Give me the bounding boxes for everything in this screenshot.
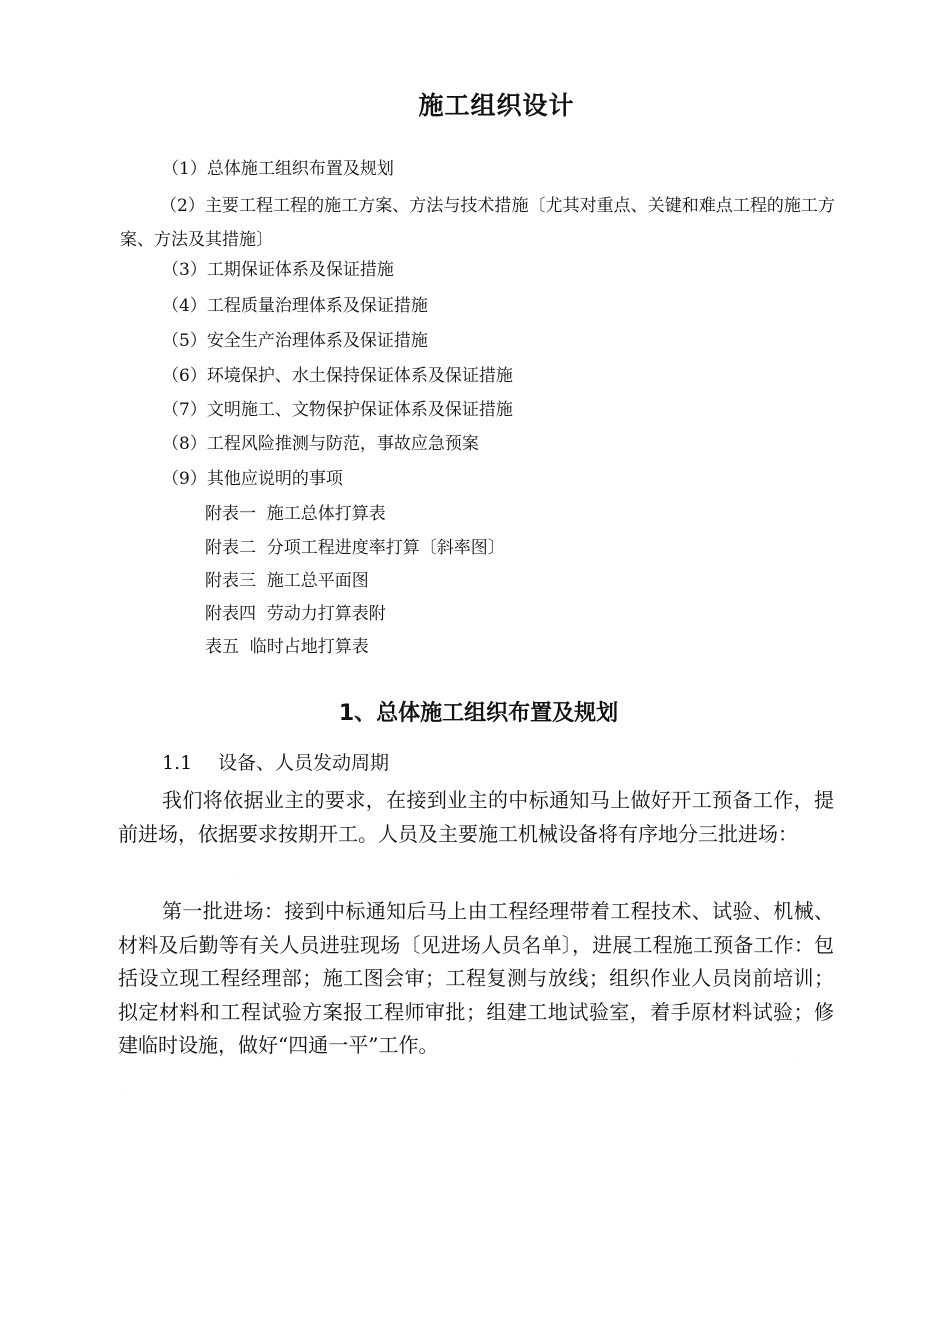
toc-item-5: （5）安全生产治理体系及保证措施: [162, 331, 428, 351]
subsection-heading: [162, 750, 389, 776]
section-title: 1、总体施工组织布置及规划: [338, 701, 619, 726]
toc-item-9: （9）其他应说明的事项: [162, 469, 343, 489]
subsection-number: 1.1: [162, 752, 193, 774]
toc-item-6: （6）环境保护、水土保持保证体系及保证措施: [162, 366, 513, 386]
body-paragraph-2: 第一批进场：接到中标通知后马上由工程经理带着工程技术、试验、机械、材料及后勤等有关人员进驻现场〔见进场人员名单〕，进展工程施工预备工作：包括设立现工程经理部；施工图会审；工程复测与放线；组织作业人员岗前培训；拟定材料和工程试验方案报工程师审批；组建工地试验室，着手原材料试验；修建临时设施，做好“四通一平”工作。: [118, 899, 834, 1057]
toc-item-1: （1）总体施工组织布置及规划: [162, 159, 394, 179]
faint-watermark: ·: [232, 874, 235, 884]
appendix-item-1: 附表一 施工总体打算表: [205, 504, 386, 524]
toc-item-2: （2）主要工程工程的施工方案、方法与技术措施〔尤其对重点、关键和难点工程的施工方案、方法及其措施〕: [120, 196, 835, 250]
appendix-item-3: 附表三 施工总平面图: [205, 571, 369, 591]
body-paragraph-1: 我们将依据业主的要求，在接到业主的中标通知马上做好开工预备工作，提前进场，依据要求按期开工。人员及主要施工机械设备将有序地分三批进场：: [118, 788, 834, 846]
faint-watermark: ·: [120, 1091, 123, 1101]
appendix-item-4: 附表四 劳动力打算表附: [205, 604, 386, 624]
faint-watermark: ·: [792, 1057, 795, 1067]
document-title: 施工组织设计: [418, 91, 575, 120]
subsection-title: 设备、人员发动周期: [218, 752, 390, 774]
toc-item-8: （8）工程风险推测与防范，事故应急预案: [162, 434, 479, 454]
toc-item-4: （4）工程质量治理体系及保证措施: [162, 296, 428, 316]
appendix-item-2: 附表二 分项工程进度率打算〔斜率图〕: [205, 538, 505, 558]
toc-item-3: （3）工期保证体系及保证措施: [162, 260, 394, 280]
toc-item-7: （7）文明施工、文物保护保证体系及保证措施: [162, 400, 513, 420]
appendix-item-5: 表五 临时占地打算表: [205, 637, 369, 657]
